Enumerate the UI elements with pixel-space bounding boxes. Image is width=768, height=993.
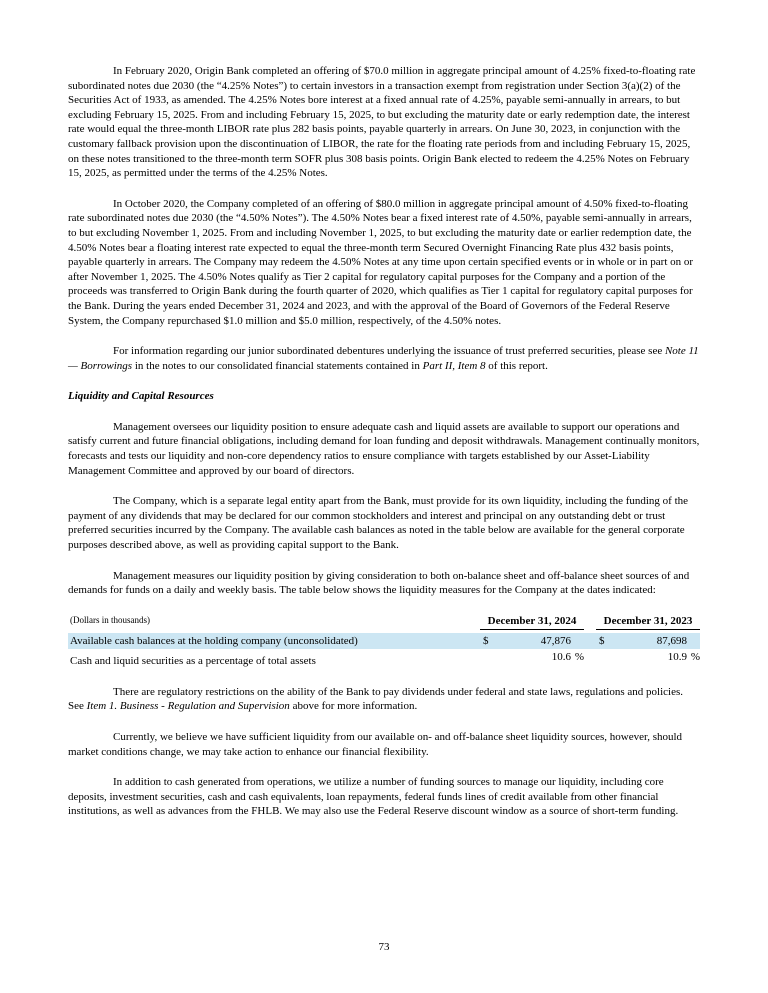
column-header-2024: December 31, 2024: [480, 615, 584, 630]
paragraph-sufficient-liquidity: Currently, we believe we have sufficient liquidity from our available on- and off-balance sheet liquidity sources, however, should market conditions change, we may take action to enhance our financial flexibility.: [68, 731, 683, 758]
table-header-row: [68, 614, 700, 630]
paragraph-text: For information regarding our junior subordinated debentures underlying the issuance of trust preferred securities, please see: [113, 345, 665, 358]
cell-value: 10.9: [667, 650, 687, 663]
part-ii-item-8-reference: Part II, Item 8: [422, 359, 486, 372]
paragraph-notes-425: In February 2020, Origin Bank completed an offering of $70.0 million in aggregate principal amount of 4.25% fixed-to-floating rate subordinated notes due 2030 (the “4.25% Notes”) to certain investors in a transaction exempt from registration under Section 3(a)(2) of the Securities Act of 1933, as amended. The 4.25% Notes bore interest at a fixed annual rate of 4.25%, payable semi-annually in arrears, to but excluding February 15, 2025. From and including February 15, 2025, to but excluding the maturity date or early redemption date, the interest rate would equal the three-month LIBOR rate plus 282 basis points, payable quarterly in arrears. On June 30, 2023, in conjunction with the customary fallback provision upon the discontinuation of LIBOR, the rate for the floating rate periods from and including February 15, 2025, on these notes transitioned to the three-month term SOFR plus 308 basis points. Origin Bank elected to redeem the 4.25% Notes on February 15, 2025, as permitted under the terms of the 4.25% Notes.: [68, 65, 696, 180]
liquidity-measures-table: [68, 614, 700, 669]
cell-suffix: [687, 635, 700, 648]
cell-value: 47,876: [540, 634, 571, 647]
currency-symbol: $: [483, 634, 489, 647]
cell-2023: [596, 651, 700, 664]
note-11-borrowings-reference: Note 11 — Borrowings: [68, 345, 699, 372]
section-heading-liquidity: Liquidity and Capital Resources: [68, 390, 214, 403]
paragraph-junior-debentures: [68, 344, 700, 373]
cell-suffix: %: [574, 650, 584, 663]
row-label: Cash and liquid securities as a percentage of total assets: [70, 654, 316, 667]
paragraph-text: above for more information.: [289, 700, 418, 713]
paragraph-funding-sources: In addition to cash generated from operations, we utilize a number of funding sources to manage our liquidity, including core deposits, investment securities, cash and cash equivalents, loan repayments, federal funds lines of credit available from other financial institutions, as well as advances from the FHLB. We may also use the Federal Reserve discount window as a source of short-term funding.: [68, 776, 679, 818]
paragraph-liquidity-measures-intro: Management measures our liquidity position by giving consideration to both on-balance sheet and off-balance sheet sources of and demands for funds on a daily and weekly basis. The table below shows the liquidity measures for the Company at the dates indicated:: [68, 569, 690, 597]
cell-2024: [480, 635, 584, 648]
cell-2024: [480, 651, 584, 664]
paragraph-text: There are regulatory restrictions on the ability of the Bank to pay dividends under federal and state laws, regulations and policies. See: [68, 685, 683, 713]
table-row-cash-percentage: [68, 649, 700, 669]
table-row-available-cash: [68, 633, 700, 649]
cell-value: 87,698: [656, 634, 687, 647]
paragraph-regulatory-restrictions: [68, 685, 700, 714]
row-label: Available cash balances at the holding company (unconsolidated): [70, 634, 358, 647]
cell-suffix: [571, 635, 584, 648]
cell-2023: [596, 635, 700, 648]
page-number: 73: [378, 941, 390, 953]
document-body: [68, 64, 700, 835]
paragraph-text: in the notes to our consolidated financial statements contained in: [132, 359, 423, 372]
table-units-label: (Dollars in thousands): [70, 614, 150, 625]
paragraph-text: of this report.: [485, 359, 548, 372]
paragraph-management-oversees: Management oversees our liquidity position to ensure adequate cash and liquid assets are available to support our operations and satisfy current and future financial obligations, including demand for loan funding and deposit withdrawals. Management continually monitors, forecasts and tests our liquidity and non-core dependency ratios to ensure compliance with targets established by our Asset-Liability Management Committee and approved by our board of directors.: [68, 420, 700, 477]
paragraph-company-liquidity: The Company, which is a separate legal entity apart from the Bank, must provide for its own liquidity, including the funding of the payment of any dividends that may be declared for our common stockholders and interest and principal on any outstanding debt or trust preferred securities incurred by the Company. The available cash balances as noted in the table below are available for the general corporate purposes described above, as well as providing capital support to the Bank.: [68, 495, 689, 552]
cell-suffix: %: [690, 650, 700, 663]
item-1-business-reference: Item 1. Business - Regulation and Supervision: [86, 700, 290, 713]
cell-value: 10.6: [551, 650, 571, 663]
column-header-2023: December 31, 2023: [596, 615, 700, 630]
paragraph-notes-450: In October 2020, the Company completed of an offering of $80.0 million in aggregate principal amount of 4.50% fixed-to-floating rate subordinated notes due 2030 (the “4.50% Notes”). The 4.50% Notes bear a fixed interest rate of 4.50%, payable semi-annually in arrears, to but excluding November 1, 2025. From and including November 1, 2025, to but excluding the maturity date or earlier redemption date, the 4.50% Notes bear a floating interest rate expected to equal the three-month term Secured Overnight Financing Rate plus 432 basis points, payable quarterly in arrears. The Company may redeem the 4.50% Notes at any time upon certain specified events or in whole or in part on or after November 1, 2025. The 4.50% Notes qualify as Tier 2 capital for regulatory capital purposes for the Company and a portion of the proceeds was transferred to Origin Bank during the fourth quarter of 2020, which qualifies as Tier 1 capital for regulatory capital purposes for the Bank. During the years ended December 31, 2024 and 2023, and with the approval of the Board of Governors of the Federal Reserve System, the Company repurchased $1.0 million and $5.0 million, respectively, of the 4.50% notes.: [68, 197, 694, 327]
currency-symbol: $: [599, 634, 605, 647]
